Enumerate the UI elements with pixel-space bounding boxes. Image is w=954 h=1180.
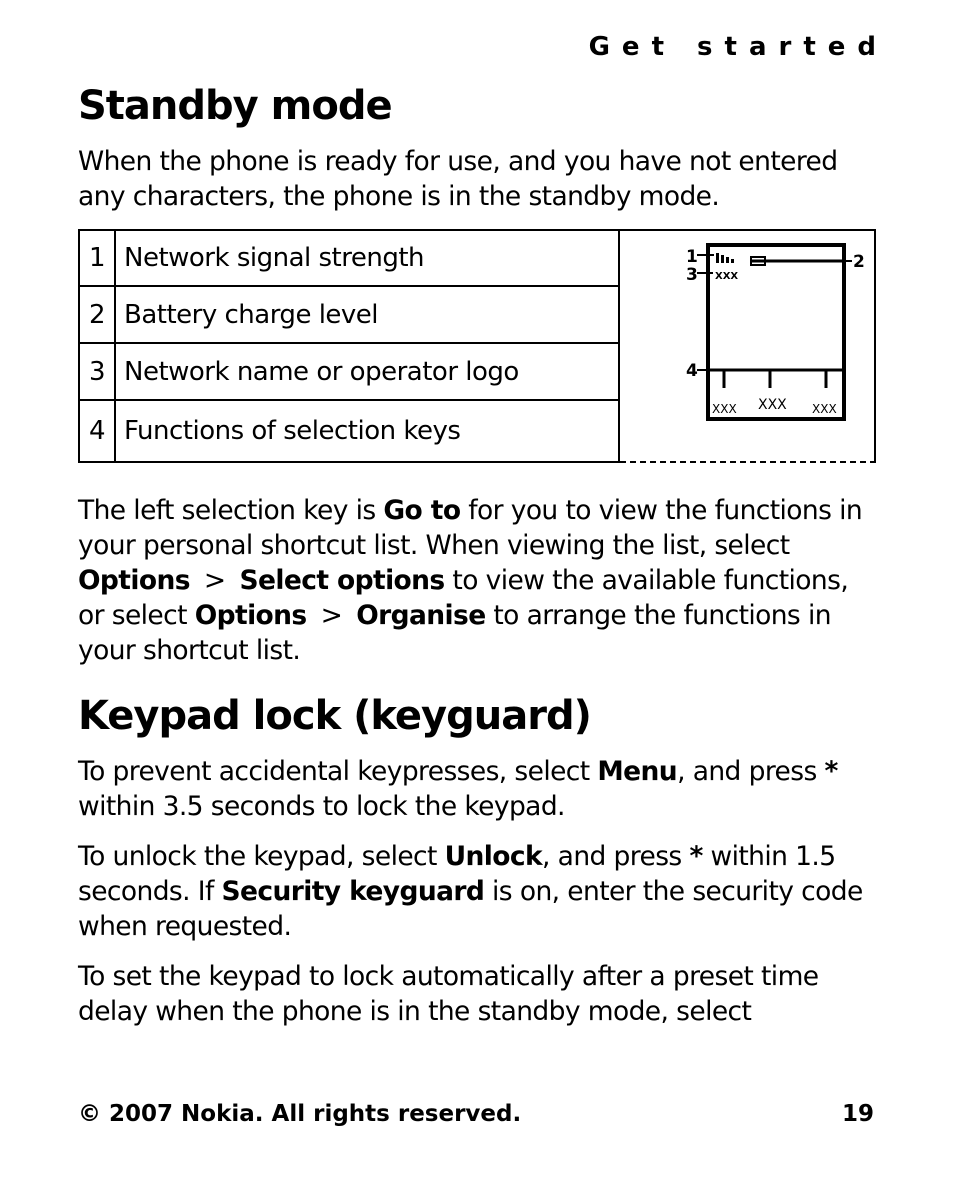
legend-label: Network signal strength bbox=[115, 230, 619, 286]
copyright-notice: © 2007 Nokia. All rights reserved. bbox=[78, 1101, 522, 1127]
menu-menu: Menu bbox=[597, 756, 678, 787]
legend-label: Battery charge level bbox=[115, 286, 619, 343]
text-run: , and press bbox=[542, 841, 690, 872]
menu-options: Options bbox=[78, 565, 190, 596]
softkey-left-label: XXX bbox=[712, 402, 737, 416]
section-heading-standby: Standby mode bbox=[78, 83, 392, 129]
section-heading-keypad-lock: Keypad lock (keyguard) bbox=[78, 693, 591, 739]
softkey-unlock: Unlock bbox=[444, 841, 543, 872]
setting-security-keyguard: Security keyguard bbox=[221, 876, 485, 907]
legend-row bbox=[79, 286, 619, 343]
text-run: is on, enter the security code when requested. bbox=[78, 876, 863, 942]
text-run: To prevent accidental keypresses, select bbox=[78, 756, 598, 787]
softkey-go-to: Go to bbox=[383, 495, 461, 526]
legend-number: 1 bbox=[79, 230, 115, 286]
legend-row bbox=[79, 343, 619, 400]
legend-label: Functions of selection keys bbox=[115, 400, 619, 462]
standby-screen-diagram bbox=[620, 231, 874, 461]
menu-select-options: Select options bbox=[239, 565, 445, 596]
page-number: 19 bbox=[841, 1101, 874, 1127]
star-key: * bbox=[824, 756, 838, 787]
signal-strength-icon bbox=[716, 253, 734, 263]
standby-intro: When the phone is ready for use, and you have not entered any characters, the phone is in the standby mode. bbox=[78, 146, 838, 212]
legend-number: 4 bbox=[79, 400, 115, 462]
standby-legend-table bbox=[78, 229, 620, 463]
standby-legend-block bbox=[78, 229, 876, 463]
legend-row bbox=[79, 400, 619, 462]
callout-1: 1 bbox=[686, 247, 698, 267]
text-run: The left selection key is bbox=[78, 495, 384, 526]
menu-separator: > bbox=[320, 600, 343, 631]
running-header: Get started bbox=[588, 32, 888, 62]
softkey-middle-label: XXX bbox=[758, 397, 787, 413]
operator-name-placeholder: XXX bbox=[715, 271, 739, 282]
softkey-right-label: XXX bbox=[812, 402, 837, 416]
text-run: for you to view the functions in your personal shortcut list. When viewing the list, select bbox=[78, 495, 863, 561]
text-run: to arrange the functions in your shortcut list. bbox=[78, 600, 831, 666]
text-run: To unlock the keypad, select bbox=[78, 841, 445, 872]
autolock-paragraph: To set the keypad to lock automatically after a preset time delay when the phone is in the standby mode, select bbox=[78, 961, 819, 1027]
text-run: within 3.5 seconds to lock the keypad. bbox=[78, 791, 565, 822]
legend-row bbox=[79, 230, 619, 286]
callout-3: 3 bbox=[686, 265, 698, 285]
menu-options: Options bbox=[194, 600, 307, 631]
text-run: within 1.5 seconds. If bbox=[78, 841, 836, 907]
menu-organise: Organise bbox=[356, 600, 486, 631]
callout-4: 4 bbox=[686, 361, 698, 381]
legend-number: 3 bbox=[79, 343, 115, 400]
legend-number: 2 bbox=[79, 286, 115, 343]
text-run: to view the available functions, or select bbox=[78, 565, 849, 631]
standby-figure-cell bbox=[620, 229, 876, 463]
star-key: * bbox=[689, 841, 703, 872]
page-content bbox=[78, 78, 874, 1044]
text-run: , and press bbox=[677, 756, 825, 787]
callout-2: 2 bbox=[853, 252, 865, 272]
menu-separator: > bbox=[203, 565, 226, 596]
page-footer bbox=[78, 1101, 874, 1127]
lock-paragraph bbox=[78, 754, 874, 824]
legend-label: Network name or operator logo bbox=[115, 343, 619, 400]
unlock-paragraph bbox=[78, 839, 874, 944]
shortcut-paragraph bbox=[78, 493, 874, 668]
